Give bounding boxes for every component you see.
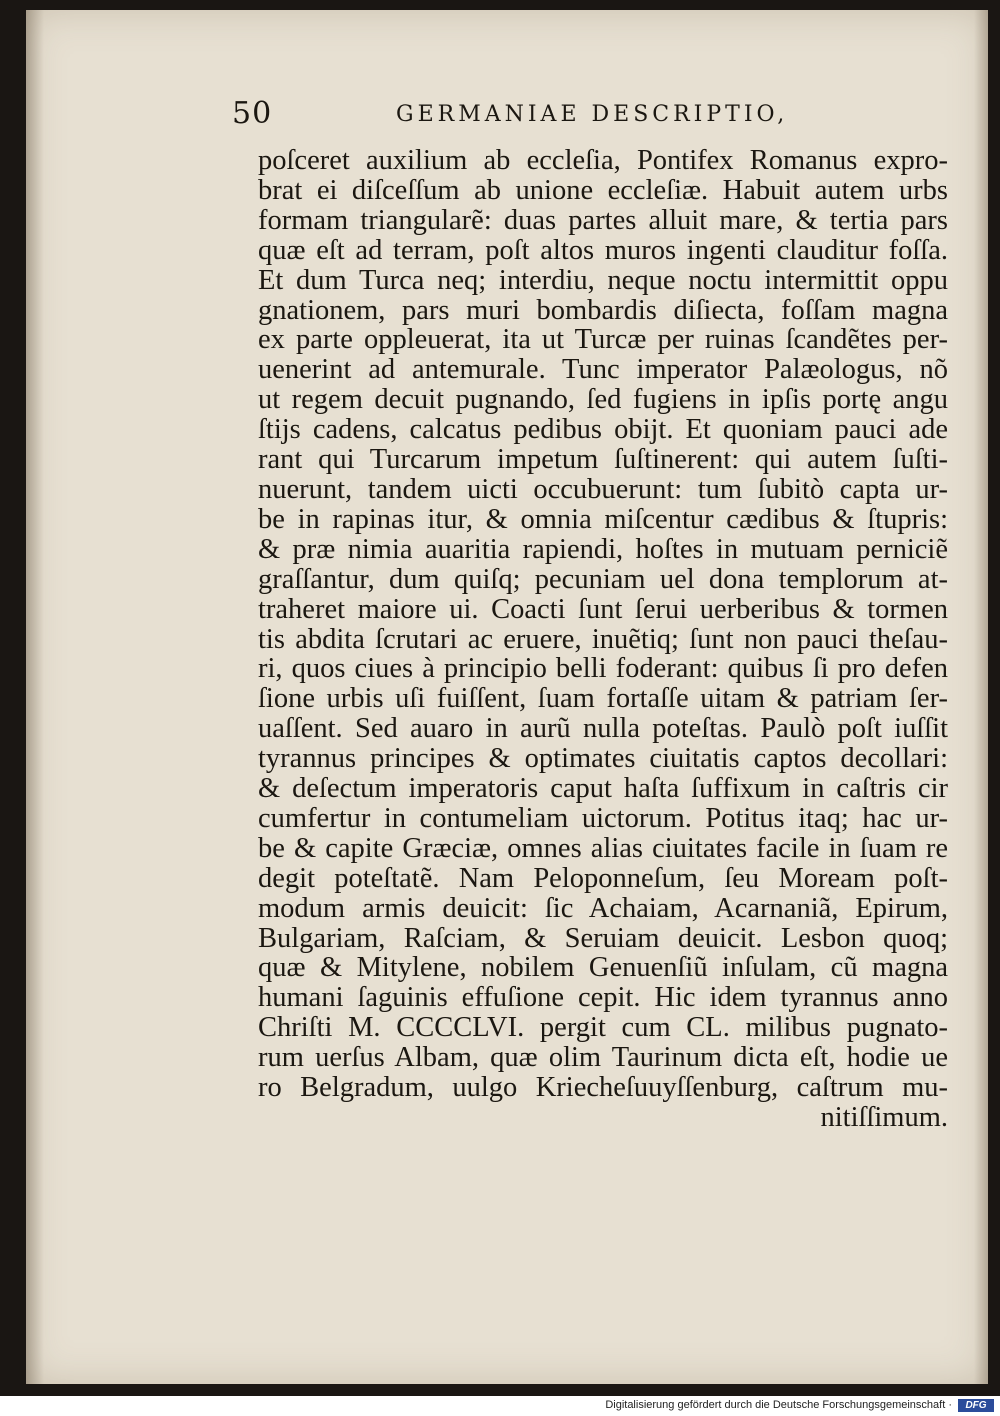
text-line: graſſantur, dum quiſq; pecuniam uel dona templorum at- [258,563,948,595]
dfg-logo: DFG [958,1399,994,1412]
text-line: humani ſaguinis effuſione cepit. Hic idem tyrannus anno [258,982,948,1014]
text-line: gnationem, pars muri bombardis diſiecta, foſſam magna [258,294,948,326]
text-line: be & capite Græciæ, omnes alias ciuitates facile in ſuam re [258,832,948,864]
page-number: 50 [232,96,273,131]
text-line: ri, quos ciues à principio belli foderant: quibus ſi pro defen [258,653,948,685]
text-line: uenerint ad antemurale. Tunc imperator Palæologus, nõ [258,354,948,386]
book-page [26,10,988,1384]
text-line: tis abdita ſcrutari ac eruere, inuẽtiq; ſunt non pauci theſau- [258,623,948,655]
text-line: ro Belgradum, uulgo Kriecheſuuyſſenburg, caſtrum mu- [258,1072,948,1104]
text-line: poſceret auxilium ab eccleſia, Pontifex Romanus expro- [258,145,948,176]
text-line: rum uerſus Albam, quæ olim Taurinum dicta eſt, hodie ue [258,1042,948,1074]
text-line: Et dum Turca neq; interdiu, neque noctu intermittit oppu [258,264,948,296]
text-line: be in rapinas itur, & omnia miſcentur cædibus & ſtupris: [258,503,948,535]
text-line: nuerunt, tandem uicti occubuerunt: tum ſubitò capta ur- [258,473,948,505]
text-line: tyrannus principes & optimates ciuitatis captos decollari: [258,743,948,775]
funding-credit: Digitalisierung gefördert durch die Deutsche Forschungsgemeinschaft · [605,1399,952,1411]
text-line: cumfertur in contumeliam uictorum. Potitus itaq; hac ur- [258,802,948,834]
text-line: degit poteſtatẽ. Nam Peloponneſum, ſeu Moream poſt- [258,862,948,894]
body-text [258,146,948,1133]
text-line: ex parte oppleuerat, ita ut Turcæ per ruinas ſcandẽtes per- [258,324,948,356]
text-line: brat ei diſceſſum ab unione eccleſiæ. Habuit autem urbs [258,174,948,206]
text-line: & deſectum imperatoris caput haſta ſuffixum in caſtris cir [258,773,948,805]
text-line: ſtijs cadens, calcatus pedibus obijt. Et quoniam pauci ade [258,414,948,446]
text-line: & præ nimia auaritia rapiendi, hoſtes in mutuam perniciẽ [258,533,948,565]
text-line: ſione urbis uſi fuiſſent, ſuam fortaſſe uitam & patriam ſer- [258,683,948,715]
text-line: rant qui Turcarum impetum ſuſtinerent: qui autem ſuſti- [258,444,948,476]
text-line: traheret maiore ui. Coacti ſunt ſerui uerberibus & tormen [258,593,948,625]
text-line: Chriſti M. CCCCLVI. pergit cum CL. milibus pugnato- [258,1012,948,1044]
text-line: quæ eſt ad terram, poſt altos muros ingenti clauditur foſſa. [258,234,948,266]
running-head: GERMANIAE DESCRIPTIO, [396,102,789,127]
text-line: quæ & Mitylene, nobilem Genuenſiũ inſulam, cũ magna [258,952,948,984]
text-line: uaſſent. Sed auaro in aurũ nulla poteſtas. Paulò poſt iuſſit [258,713,948,745]
text-line: modum armis deuicit: ſic Achaiam, Acarnaniã, Epirum, [258,892,948,924]
text-line: Bulgariam, Raſciam, & Seruiam deuicit. Lesbon quoq; [258,922,948,954]
text-line-final: nitiſſimum. [820,1102,948,1133]
text-line: formam triangularẽ: duas partes alluit mare, & tertia pars [258,204,948,236]
text-line: ut regem decuit pugnando, ſed fugiens in ipſis portę angu [258,384,948,416]
